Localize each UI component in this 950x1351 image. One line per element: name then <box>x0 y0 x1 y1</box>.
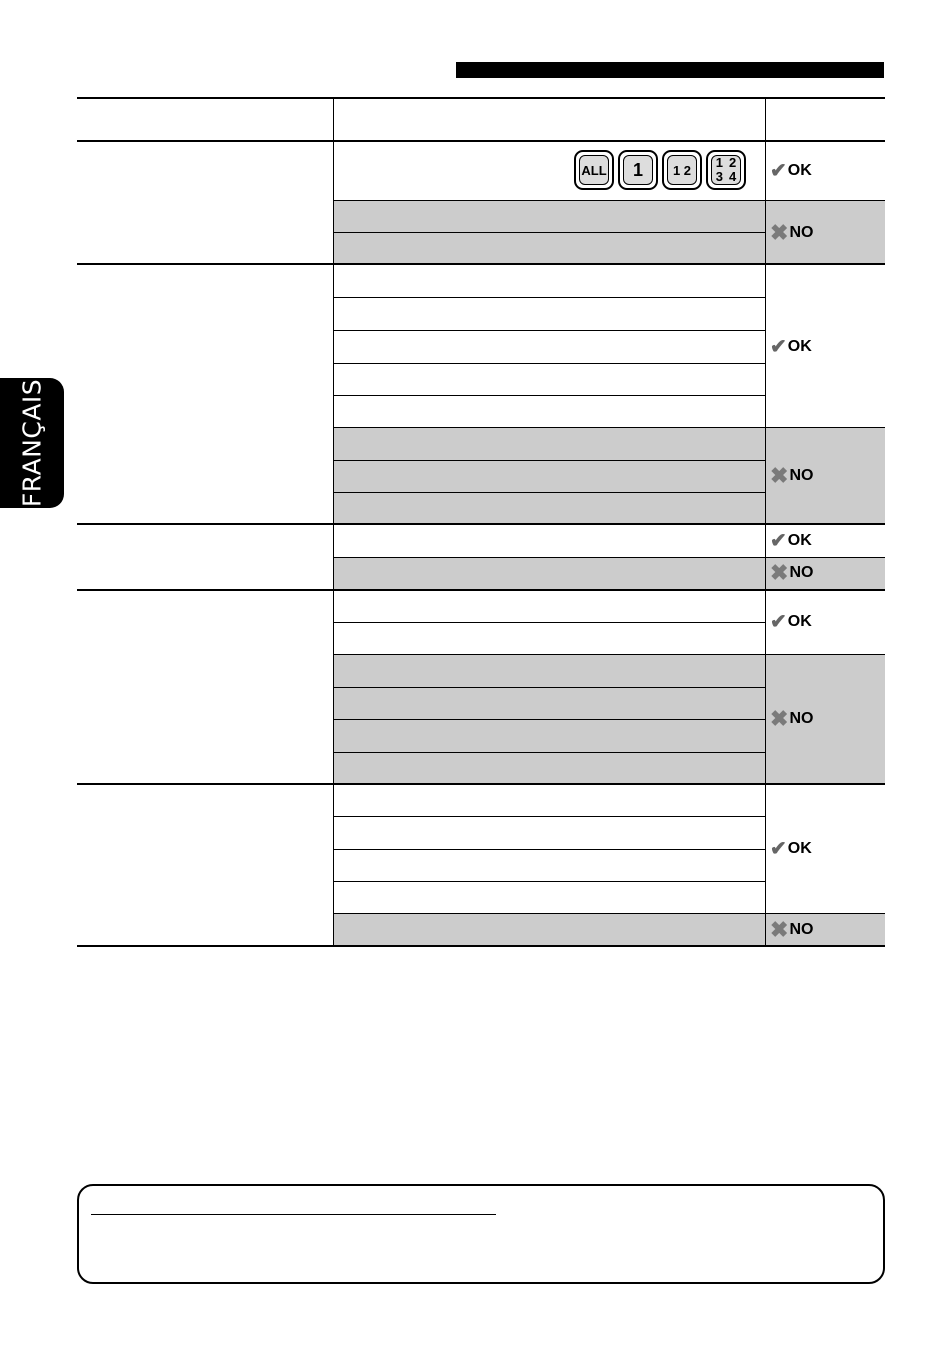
table-rule <box>77 140 885 142</box>
row-rule <box>334 557 885 558</box>
row-rule <box>334 330 765 331</box>
cross-icon: ✖ <box>770 706 789 731</box>
region-1-icon: 1 <box>618 150 658 190</box>
table-rule <box>77 263 885 265</box>
status-ok: ✔ OK <box>770 838 812 860</box>
row-rule <box>334 752 765 753</box>
row-rule <box>334 492 765 493</box>
region-1-2-icon: 1 2 <box>662 150 702 190</box>
cross-icon: ✖ <box>770 560 789 585</box>
row-rule <box>334 232 765 233</box>
status-no: ✖ NO <box>770 463 814 488</box>
row-rule <box>334 881 765 882</box>
column-divider <box>765 97 766 947</box>
row-rule <box>334 687 765 688</box>
column-divider <box>333 97 334 947</box>
table-rule <box>77 945 885 947</box>
check-icon: ✔ <box>770 530 787 552</box>
row-rule <box>334 622 765 623</box>
row-rule <box>334 816 765 817</box>
region-code-icons <box>574 150 746 190</box>
note-box <box>77 1184 885 1284</box>
language-tab-label: FRANÇAIS <box>17 378 47 508</box>
check-icon: ✔ <box>770 838 787 860</box>
check-icon: ✔ <box>770 336 787 358</box>
table-rule <box>77 589 885 591</box>
status-no: ✖ NO <box>770 706 814 731</box>
status-no: ✖ NO <box>770 220 814 245</box>
row-rule <box>334 427 885 428</box>
region-all-icon: ALL <box>574 150 614 190</box>
region-1-2-3-4-icon: 1 2 3 4 <box>706 150 746 190</box>
row-rule <box>334 654 885 655</box>
status-no: ✖ NO <box>770 917 814 942</box>
cross-icon: ✖ <box>770 463 789 488</box>
table-rule <box>77 523 885 525</box>
status-ok: ✔ OK <box>770 611 812 633</box>
row-rule <box>334 395 765 396</box>
row-rule <box>334 719 765 720</box>
status-ok: ✔ OK <box>770 336 812 358</box>
header-bar <box>456 62 884 78</box>
table-rule <box>77 783 885 785</box>
status-ok: ✔ OK <box>770 160 812 182</box>
row-rule <box>334 200 885 201</box>
row-rule <box>334 363 765 364</box>
check-icon: ✔ <box>770 160 787 182</box>
cross-icon: ✖ <box>770 220 789 245</box>
row-rule <box>334 460 765 461</box>
row-rule <box>334 297 765 298</box>
language-tab <box>0 378 64 508</box>
row-rule <box>334 849 765 850</box>
note-heading-underline <box>91 1214 496 1215</box>
cross-icon: ✖ <box>770 917 789 942</box>
status-ok: ✔ OK <box>770 530 812 552</box>
table-rule <box>77 97 885 99</box>
status-no: ✖ NO <box>770 560 814 585</box>
row-rule <box>334 913 885 914</box>
check-icon: ✔ <box>770 611 787 633</box>
